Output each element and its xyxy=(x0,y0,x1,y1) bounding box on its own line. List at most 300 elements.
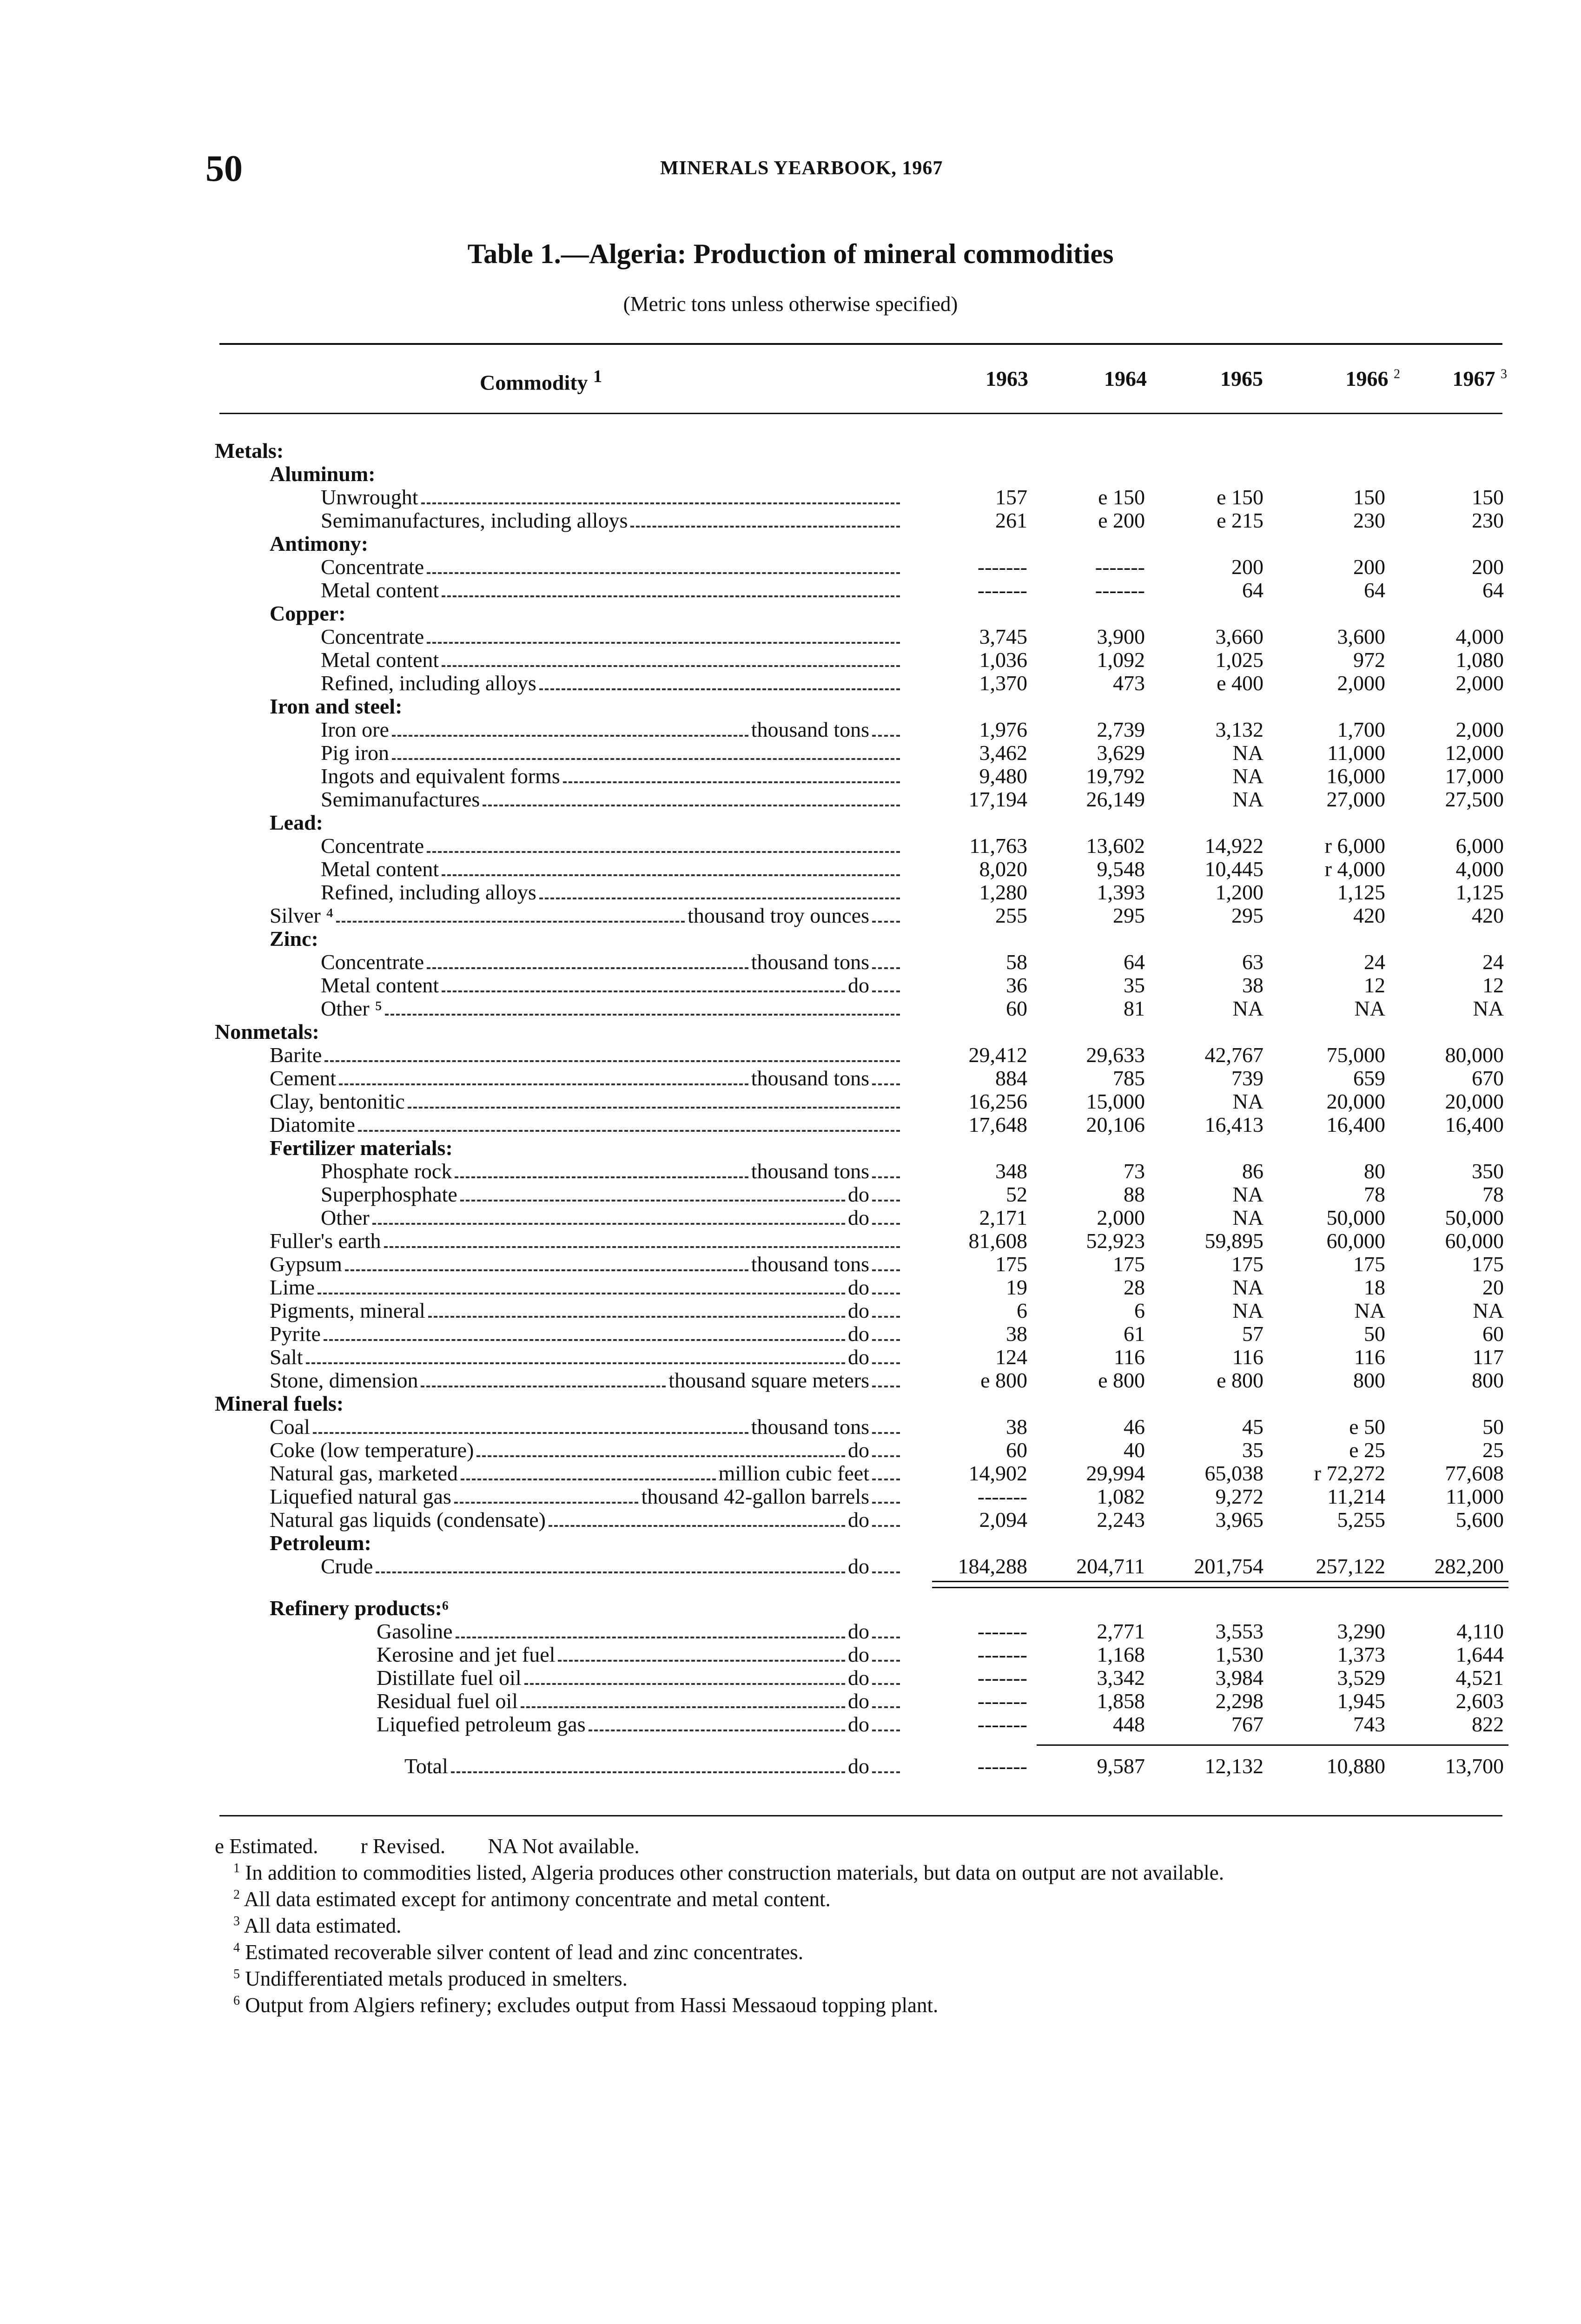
value-cell: 350 xyxy=(1472,1159,1504,1183)
value-cell: ------- xyxy=(1095,555,1145,579)
value-cell: NA xyxy=(1473,1299,1504,1322)
footnote xyxy=(215,1857,1526,1884)
dot-leader xyxy=(336,921,685,923)
dot-leader xyxy=(872,1571,900,1573)
dot-leader xyxy=(428,1316,845,1318)
dot-leader xyxy=(483,805,900,806)
value-cell: ------- xyxy=(977,1643,1027,1666)
dot-leader xyxy=(339,1083,748,1085)
dot-leader xyxy=(558,1660,845,1662)
value-cell: 116 xyxy=(1232,1345,1263,1369)
unit-label: do xyxy=(848,1439,869,1462)
dot-leader xyxy=(427,572,900,574)
dot-leader xyxy=(521,1706,845,1708)
value-cell: 40 xyxy=(1124,1438,1145,1462)
section-heading xyxy=(0,1392,1581,1415)
commodity-name: Salt xyxy=(270,1346,303,1369)
dot-leader xyxy=(524,1683,845,1685)
row-label xyxy=(321,765,903,788)
value-cell: 78 xyxy=(1482,1182,1504,1206)
value-cell: 38 xyxy=(1242,973,1263,997)
value-cell: NA xyxy=(1232,1275,1263,1299)
value-cell: 785 xyxy=(1113,1066,1145,1090)
value-cell: 3,290 xyxy=(1337,1619,1385,1643)
value-cell: 1,858 xyxy=(1097,1689,1145,1713)
section-heading xyxy=(0,1597,1581,1620)
dot-leader xyxy=(460,1200,845,1202)
value-cell: 1,393 xyxy=(1097,880,1145,904)
header-year-1963 xyxy=(935,366,1028,391)
dot-leader xyxy=(872,1637,900,1638)
value-cell: 38 xyxy=(1006,1415,1027,1439)
value-cell: 64 xyxy=(1242,578,1263,602)
commodity-name: Cement xyxy=(270,1067,337,1090)
dot-leader xyxy=(451,1771,845,1773)
row-label xyxy=(321,625,903,648)
value-cell: 64 xyxy=(1124,950,1145,974)
value-cell: 4,110 xyxy=(1456,1619,1504,1643)
value-cell: 26,149 xyxy=(1086,787,1145,811)
value-cell: 25 xyxy=(1482,1438,1504,1462)
spacer xyxy=(0,1736,1581,1755)
row-label xyxy=(321,672,903,695)
value-cell: 24 xyxy=(1364,950,1385,974)
value-cell: 157 xyxy=(995,485,1027,509)
unit-label: thousand tons xyxy=(751,1253,869,1276)
footnote-text: All data estimated. xyxy=(240,1914,402,1937)
value-cell: 9,587 xyxy=(1097,1754,1145,1778)
row-label xyxy=(270,1136,903,1160)
value-cell: ------- xyxy=(977,1619,1027,1643)
value-cell: 13,602 xyxy=(1086,834,1145,858)
dot-leader xyxy=(456,1637,845,1638)
value-cell: 3,132 xyxy=(1215,718,1263,741)
table-row xyxy=(0,1090,1581,1113)
commodity-name: Ingots and equivalent forms xyxy=(321,765,560,788)
table-row xyxy=(0,1113,1581,1136)
value-cell: e 200 xyxy=(1098,508,1145,532)
row-label xyxy=(321,1160,903,1183)
value-cell: 9,272 xyxy=(1215,1485,1263,1508)
table-row xyxy=(0,1369,1581,1392)
commodity-name: Crude xyxy=(321,1555,373,1578)
value-cell: 150 xyxy=(1353,485,1385,509)
row-label xyxy=(270,1229,903,1253)
commodity-name: Coke (low temperature) xyxy=(270,1439,474,1462)
table-row xyxy=(0,741,1581,765)
row-label xyxy=(321,858,903,881)
footnote xyxy=(215,1884,1526,1910)
table-row xyxy=(0,1346,1581,1369)
value-cell: 200 xyxy=(1353,555,1385,579)
row-label xyxy=(270,904,903,927)
value-cell: 35 xyxy=(1242,1438,1263,1462)
dot-leader xyxy=(872,1293,900,1294)
commodity-name: Concentrate xyxy=(321,625,424,648)
row-label xyxy=(270,927,903,951)
value-cell: 60 xyxy=(1006,1438,1027,1462)
commodity-name: Metal content xyxy=(321,974,439,997)
dot-leader xyxy=(442,595,900,597)
table-row xyxy=(0,718,1581,741)
table-row xyxy=(0,1485,1581,1508)
unit-label: thousand troy ounces xyxy=(688,904,869,927)
dot-leader xyxy=(872,735,900,737)
value-cell: 1,700 xyxy=(1337,718,1385,741)
value-cell: 12 xyxy=(1482,973,1504,997)
table-row xyxy=(0,858,1581,881)
commodity-name: Semimanufactures xyxy=(321,788,480,811)
header-year-1967 xyxy=(1400,366,1507,391)
table-row xyxy=(0,765,1581,788)
commodity-name: Refined, including alloys xyxy=(321,672,536,695)
unit-label: do xyxy=(848,1555,869,1578)
value-cell: 57 xyxy=(1242,1322,1263,1346)
row-label xyxy=(270,1322,903,1346)
row-label xyxy=(321,486,903,509)
commodity-name: Natural gas, marketed xyxy=(270,1462,458,1485)
value-cell: 1,125 xyxy=(1455,880,1504,904)
value-cell: 175 xyxy=(1472,1252,1504,1276)
dot-leader xyxy=(313,1432,748,1434)
dot-leader xyxy=(872,1706,900,1708)
row-label xyxy=(321,881,903,904)
value-cell: 73 xyxy=(1124,1159,1145,1183)
row-label xyxy=(270,1276,903,1299)
value-cell: 230 xyxy=(1472,508,1504,532)
commodity-name: Metals: xyxy=(215,439,284,462)
dot-leader xyxy=(358,1130,900,1132)
value-cell: 767 xyxy=(1231,1712,1263,1736)
value-cell: 200 xyxy=(1472,555,1504,579)
value-cell: e 215 xyxy=(1217,508,1263,532)
commodity-name: Aluminum: xyxy=(270,462,376,486)
value-cell: 11,763 xyxy=(969,834,1027,858)
row-label xyxy=(270,811,903,834)
dot-leader xyxy=(872,1660,900,1662)
value-cell: 35 xyxy=(1124,973,1145,997)
header-year-label: 1967 xyxy=(1452,367,1495,390)
value-cell: 17,194 xyxy=(968,787,1027,811)
dot-leader xyxy=(372,1223,845,1225)
row-label xyxy=(270,1067,903,1090)
dot-leader xyxy=(872,1386,900,1387)
footnotes xyxy=(215,1835,1526,2016)
commodity-name: Fuller's earth xyxy=(270,1229,381,1253)
dot-leader xyxy=(872,990,900,992)
value-cell: ------- xyxy=(977,1689,1027,1713)
table-row xyxy=(0,1620,1581,1643)
value-cell: e 800 xyxy=(980,1368,1027,1392)
row-label xyxy=(270,695,903,718)
footnote xyxy=(215,1963,1526,1990)
header-year-label: 1963 xyxy=(986,367,1028,390)
row-label xyxy=(270,1485,903,1508)
value-cell: 175 xyxy=(1231,1252,1263,1276)
value-cell: 295 xyxy=(1113,904,1145,927)
row-label xyxy=(377,1713,903,1736)
commodity-name: Pig iron xyxy=(321,741,389,765)
dot-leader xyxy=(442,874,900,876)
value-cell: 1,036 xyxy=(979,648,1027,672)
value-cell: NA xyxy=(1354,1299,1385,1322)
commodity-name: Metal content xyxy=(321,579,439,602)
value-cell: 80,000 xyxy=(1445,1043,1504,1067)
value-cell: 10,445 xyxy=(1204,857,1263,881)
dot-leader xyxy=(427,642,900,644)
value-cell: 6 xyxy=(1134,1299,1145,1322)
commodity-name: Silver ⁴ xyxy=(270,904,334,927)
commodity-name: Metal content xyxy=(321,858,439,881)
commodity-name: Other ⁵ xyxy=(321,997,383,1020)
value-cell: 9,548 xyxy=(1097,857,1145,881)
footnote-mark: 2 xyxy=(233,1888,240,1902)
unit-label: thousand tons xyxy=(751,1067,869,1090)
unit-label: do xyxy=(848,974,869,997)
unit-label: thousand square meters xyxy=(668,1369,869,1392)
commodity-name: Lime xyxy=(270,1276,315,1299)
value-cell: 116 xyxy=(1113,1345,1145,1369)
section-heading xyxy=(0,462,1581,486)
commodity-name: Stone, dimension xyxy=(270,1369,418,1392)
value-cell: 420 xyxy=(1472,904,1504,927)
commodity-name: Unwrought xyxy=(321,486,418,509)
row-label xyxy=(321,788,903,811)
value-cell: r 72,272 xyxy=(1314,1461,1385,1485)
dot-leader xyxy=(324,1060,900,1062)
value-cell: 16,400 xyxy=(1445,1113,1504,1136)
commodity-name: Concentrate xyxy=(321,951,424,974)
commodity-name: Clay, bentonitic xyxy=(270,1090,405,1113)
value-cell: 27,000 xyxy=(1326,787,1385,811)
dot-leader xyxy=(454,1502,639,1504)
value-cell: 3,462 xyxy=(979,741,1027,765)
value-cell: 20,106 xyxy=(1086,1113,1145,1136)
table-row xyxy=(0,1276,1581,1299)
value-cell: 50 xyxy=(1482,1415,1504,1439)
value-cell: 61 xyxy=(1124,1322,1145,1346)
commodity-name: Iron and steel: xyxy=(270,695,403,718)
value-cell: NA xyxy=(1232,1182,1263,1206)
value-cell: 2,094 xyxy=(979,1508,1027,1532)
commodity-name: Gasoline xyxy=(377,1620,453,1643)
dot-leader xyxy=(442,665,900,667)
dot-leader xyxy=(385,1014,900,1016)
value-cell: 448 xyxy=(1113,1712,1145,1736)
row-label xyxy=(321,555,903,579)
dot-leader xyxy=(539,898,900,899)
commodity-name: Metal content xyxy=(321,648,439,672)
table-row xyxy=(0,1229,1581,1253)
dot-leader xyxy=(872,1455,900,1457)
dot-leader xyxy=(872,1479,900,1480)
value-cell: 60,000 xyxy=(1326,1229,1385,1253)
value-cell: 3,600 xyxy=(1337,625,1385,648)
unit-label: do xyxy=(848,1299,869,1322)
table-row xyxy=(0,509,1581,532)
value-cell: 117 xyxy=(1472,1345,1504,1369)
row-label xyxy=(404,1755,903,1778)
footnote-mark: 4 xyxy=(233,1941,240,1955)
value-cell: 972 xyxy=(1353,648,1385,672)
value-cell: e 150 xyxy=(1098,485,1145,509)
value-cell: 5,255 xyxy=(1337,1508,1385,1532)
table-row xyxy=(0,1299,1581,1322)
table-row xyxy=(0,1666,1581,1690)
commodity-name: Refinery products:⁶ xyxy=(270,1597,449,1620)
row-label xyxy=(270,1369,903,1392)
value-cell: 257,122 xyxy=(1316,1554,1385,1578)
value-cell: 2,298 xyxy=(1215,1689,1263,1713)
value-cell: 52,923 xyxy=(1086,1229,1145,1253)
row-label xyxy=(321,1183,903,1206)
dot-leader xyxy=(872,1525,900,1527)
value-cell: 77,608 xyxy=(1445,1461,1504,1485)
value-cell: 743 xyxy=(1353,1712,1385,1736)
unit-label: do xyxy=(848,1666,869,1690)
value-cell: 2,000 xyxy=(1097,1206,1145,1229)
table-row xyxy=(0,1043,1581,1067)
value-cell: 3,745 xyxy=(979,625,1027,648)
value-cell: 86 xyxy=(1242,1159,1263,1183)
value-cell: 800 xyxy=(1353,1368,1385,1392)
commodity-name: Refined, including alloys xyxy=(321,881,536,904)
value-cell: 20,000 xyxy=(1445,1089,1504,1113)
value-cell: 4,000 xyxy=(1455,857,1504,881)
row-label xyxy=(270,1043,903,1067)
value-cell: 60,000 xyxy=(1445,1229,1504,1253)
unit-label: do xyxy=(848,1346,869,1369)
section-heading xyxy=(0,439,1581,462)
dot-leader xyxy=(872,1083,900,1085)
table-row xyxy=(0,1508,1581,1532)
value-cell: 12,000 xyxy=(1445,741,1504,765)
section-heading xyxy=(0,695,1581,718)
dot-leader xyxy=(376,1571,845,1573)
value-cell: 1,373 xyxy=(1337,1643,1385,1666)
table-row xyxy=(0,555,1581,579)
commodity-name: Iron ore xyxy=(321,718,389,741)
unit-label: thousand tons xyxy=(751,1415,869,1439)
unit-label: thousand tons xyxy=(751,718,869,741)
value-cell: 2,771 xyxy=(1097,1619,1145,1643)
row-label xyxy=(270,532,903,555)
unit-label: thousand tons xyxy=(751,951,869,974)
value-cell: 124 xyxy=(995,1345,1027,1369)
dot-leader xyxy=(872,1339,900,1341)
value-cell: 59,895 xyxy=(1204,1229,1263,1253)
value-cell: 19 xyxy=(1006,1275,1027,1299)
value-cell: e 50 xyxy=(1349,1415,1385,1439)
value-cell: 60 xyxy=(1006,997,1027,1020)
dot-leader xyxy=(318,1293,845,1294)
value-cell: 2,000 xyxy=(1337,671,1385,695)
header-year-note: 2 xyxy=(1394,367,1400,382)
commodity-name: Total xyxy=(404,1755,448,1778)
commodity-name: Coal xyxy=(270,1415,310,1439)
section-heading xyxy=(0,1532,1581,1555)
value-cell: NA xyxy=(1232,787,1263,811)
footnote-mark: 3 xyxy=(233,1914,240,1928)
dot-leader xyxy=(539,688,900,690)
row-label xyxy=(270,1508,903,1532)
table-row xyxy=(0,974,1581,997)
dot-leader xyxy=(872,921,900,923)
footnote-text: All data estimated except for antimony concentrate and metal content. xyxy=(240,1888,831,1911)
value-cell: 4,000 xyxy=(1455,625,1504,648)
value-cell: 1,025 xyxy=(1215,648,1263,672)
commodity-name: Zinc: xyxy=(270,927,318,951)
value-cell: 5,600 xyxy=(1455,1508,1504,1532)
table-subtitle: (Metric tons unless otherwise specified) xyxy=(623,292,958,316)
value-cell: 3,342 xyxy=(1097,1666,1145,1690)
unit-label: do xyxy=(848,1713,869,1736)
unit-label: do xyxy=(848,1755,869,1778)
value-cell: r 6,000 xyxy=(1324,834,1385,858)
value-cell: 65,038 xyxy=(1204,1461,1263,1485)
dot-leader xyxy=(306,1362,845,1364)
section-heading xyxy=(0,927,1581,951)
row-label xyxy=(270,1415,903,1439)
table-row xyxy=(0,625,1581,648)
table-row xyxy=(0,1253,1581,1276)
footnote-list xyxy=(215,1857,1526,2016)
value-cell: 659 xyxy=(1353,1066,1385,1090)
header-year-label: 1965 xyxy=(1220,367,1263,390)
value-cell: 88 xyxy=(1124,1182,1145,1206)
value-cell: 63 xyxy=(1242,950,1263,974)
row-label xyxy=(377,1666,903,1690)
dot-leader xyxy=(345,1269,748,1271)
row-label xyxy=(321,509,903,532)
row-label xyxy=(270,1346,903,1369)
value-cell: 884 xyxy=(995,1066,1027,1090)
table-row xyxy=(0,1322,1581,1346)
table-row xyxy=(0,1206,1581,1229)
dot-leader xyxy=(408,1107,900,1109)
row-label xyxy=(321,648,903,672)
table-row xyxy=(0,579,1581,602)
table-row xyxy=(0,834,1581,858)
value-cell: ------- xyxy=(977,1485,1027,1508)
value-cell: 38 xyxy=(1006,1322,1027,1346)
value-cell: NA xyxy=(1232,997,1263,1020)
value-cell: 16,000 xyxy=(1326,764,1385,788)
section-heading xyxy=(0,811,1581,834)
value-cell: 282,200 xyxy=(1434,1554,1504,1578)
value-cell: NA xyxy=(1473,997,1504,1020)
commodity-name: Nonmetals: xyxy=(215,1020,319,1043)
commodity-name: Superphosphate xyxy=(321,1183,457,1206)
dot-leader xyxy=(392,735,748,737)
value-cell: 420 xyxy=(1353,904,1385,927)
value-cell: 12 xyxy=(1364,973,1385,997)
value-cell: 13,700 xyxy=(1445,1754,1504,1778)
value-cell: 17,648 xyxy=(968,1113,1027,1136)
value-cell: 50,000 xyxy=(1445,1206,1504,1229)
value-cell: 11,000 xyxy=(1446,1485,1504,1508)
value-cell: 80 xyxy=(1364,1159,1385,1183)
row-label xyxy=(321,997,903,1020)
row-label xyxy=(215,1020,903,1043)
row-label xyxy=(270,1090,903,1113)
value-cell: NA xyxy=(1354,997,1385,1020)
dot-leader xyxy=(872,1200,900,1202)
value-cell: 14,922 xyxy=(1204,834,1263,858)
value-cell: 6 xyxy=(1017,1299,1027,1322)
unit-label: do xyxy=(848,1322,869,1346)
commodity-name: Residual fuel oil xyxy=(377,1690,518,1713)
